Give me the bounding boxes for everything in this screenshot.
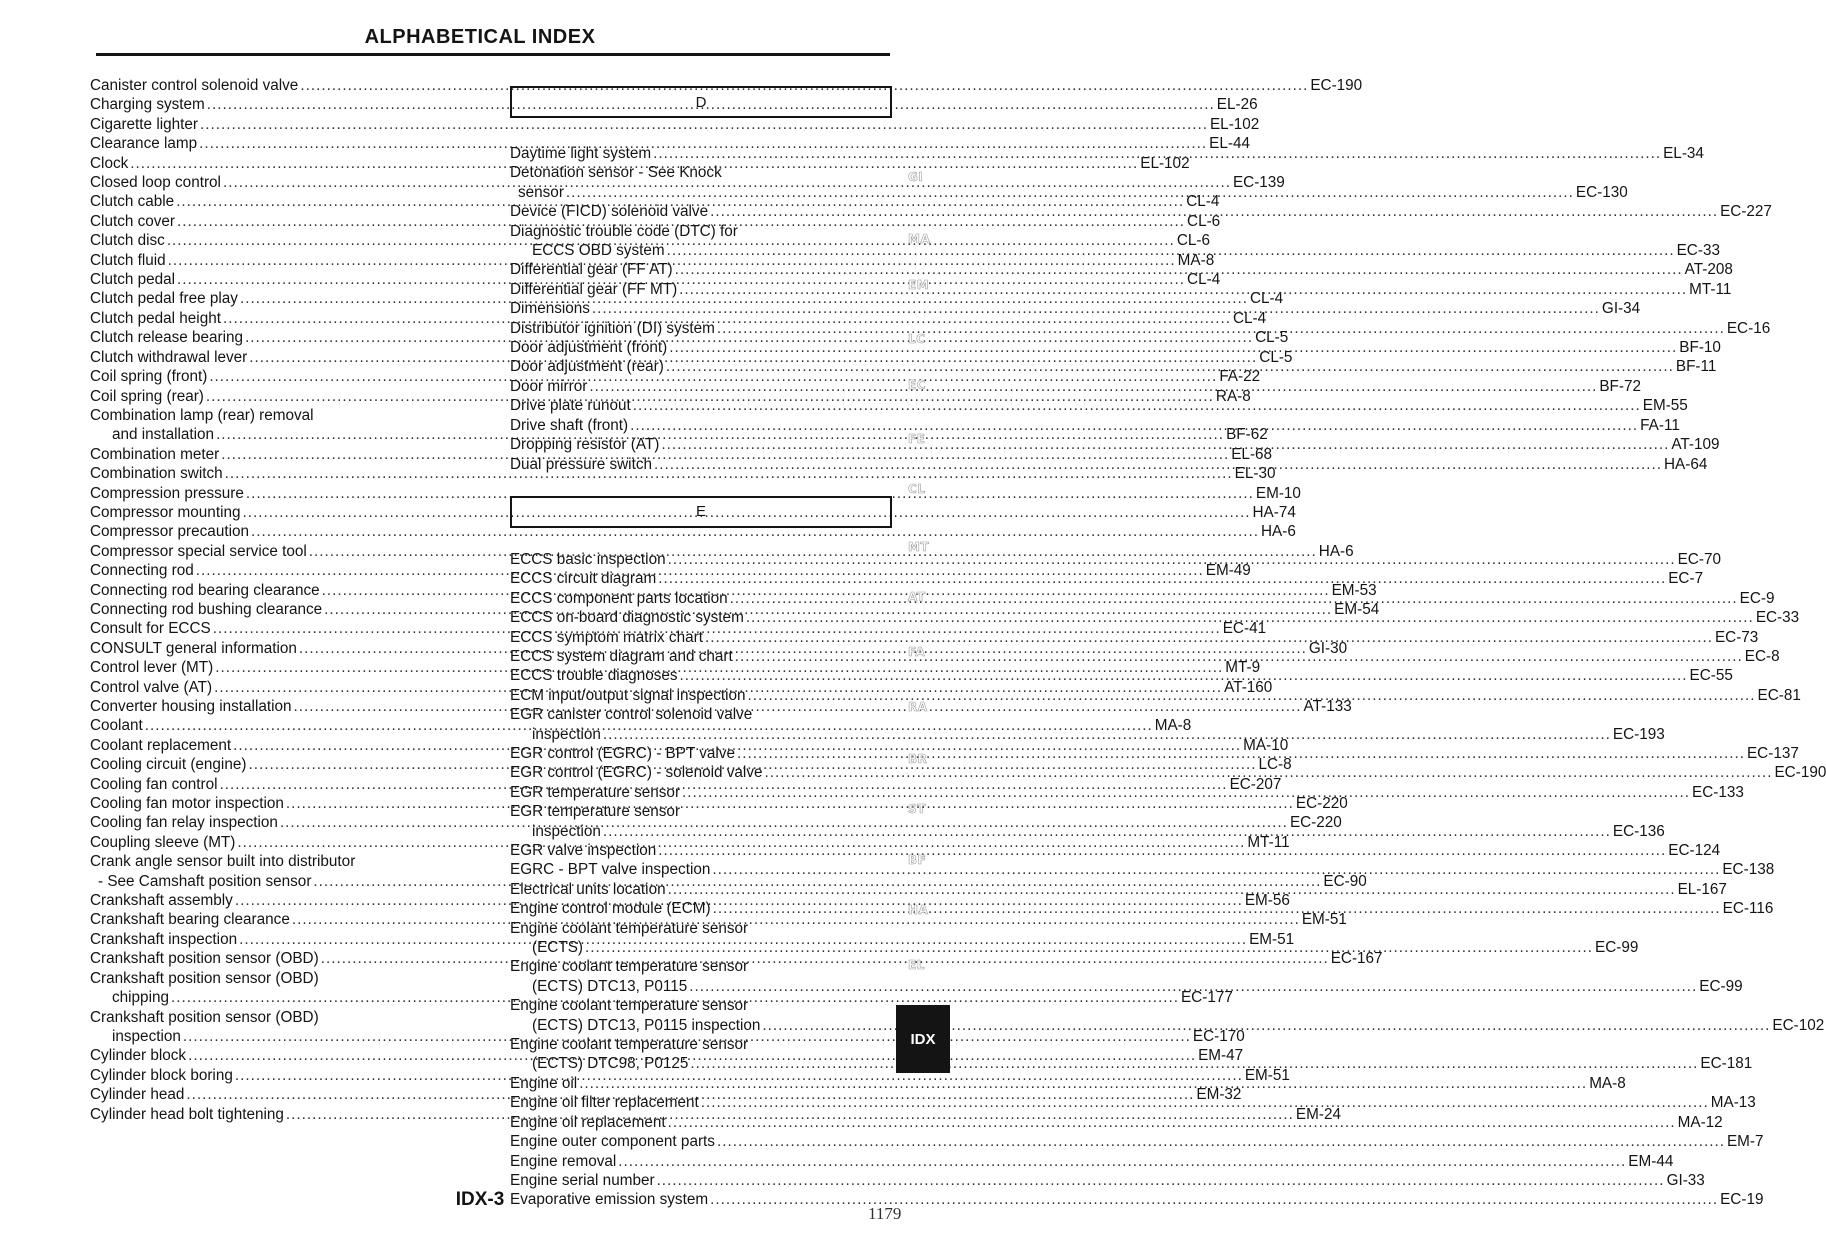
- tab-lc[interactable]: LC: [908, 332, 926, 346]
- entry-term: ECCS symptom matrix chart: [510, 628, 703, 646]
- page-reference: RA-8: [1215, 387, 1251, 405]
- leader-dots: [717, 319, 1725, 338]
- entry-term: Differential gear (FF MT): [510, 280, 678, 298]
- tab-gi[interactable]: GI: [908, 170, 924, 184]
- entry-term: Clutch pedal: [90, 271, 176, 289]
- entry-term: Crankshaft assembly: [90, 892, 233, 910]
- entry-term: ECCS basic inspection: [510, 550, 666, 568]
- page-reference: EM-24: [1295, 1105, 1341, 1123]
- index-entry: [90, 76, 1363, 95]
- leader-dots: [585, 938, 1593, 957]
- page-reference: EC-181: [1700, 1055, 1753, 1073]
- entry-term: Cylinder block boring: [90, 1066, 233, 1084]
- tab-cl[interactable]: CL: [908, 482, 926, 496]
- entry-term: inspection: [112, 1027, 181, 1045]
- section-letter: E: [695, 503, 706, 521]
- page-reference: MA-12: [1677, 1113, 1723, 1131]
- page-reference: EC-33: [1755, 609, 1800, 627]
- page-reference: EC-7: [1668, 570, 1704, 588]
- section-letter: D: [695, 93, 707, 111]
- tab-mt[interactable]: MT: [908, 540, 930, 554]
- entry-term: EGR temperature sensor: [510, 783, 681, 801]
- page-reference: EC-41: [1222, 620, 1267, 638]
- page-reference: CL-4: [1186, 193, 1220, 211]
- entry-term: Crank angle sensor built into distributor: [90, 853, 356, 871]
- entry-term: Cylinder block: [90, 1047, 187, 1065]
- page-reference: BF-62: [1226, 426, 1268, 444]
- page-reference: GI-33: [1666, 1171, 1705, 1189]
- page-reference: EM-47: [1198, 1047, 1244, 1065]
- page-reference: CL-6: [1187, 212, 1221, 230]
- leader-dots: [710, 202, 1718, 221]
- entry-term: inspection: [532, 725, 601, 743]
- page-reference: MA-8: [1177, 251, 1215, 269]
- page-reference: EC-220: [1295, 795, 1348, 813]
- page-reference: EL-167: [1677, 880, 1727, 898]
- entry-term: (ECTS): [532, 939, 583, 957]
- entry-term: Engine coolant temperature sensor: [510, 919, 749, 937]
- entry-term: Drive plate runout: [510, 397, 631, 415]
- page-reference: HA-6: [1261, 523, 1296, 541]
- entry-term: Coil spring (front): [90, 368, 208, 386]
- page-reference: EM-53: [1331, 581, 1377, 599]
- entry-term: Door adjustment (rear): [510, 358, 664, 376]
- page-reference: EC-73: [1714, 628, 1759, 646]
- entry-term: EGR control (EGRC) - BPT valve: [510, 744, 735, 762]
- page-reference: EC-55: [1689, 667, 1733, 685]
- entry-term: EGR control (EGRC) - solenoid valve: [510, 764, 763, 782]
- leader-dots: [679, 280, 1687, 299]
- page-reference: EC-124: [1668, 842, 1721, 859]
- leader-dots: [690, 1054, 1698, 1073]
- entry-term: Canister control solenoid valve: [90, 77, 299, 94]
- page-reference: CL-4: [1249, 290, 1284, 308]
- entry-term: Crankshaft position sensor (OBD): [90, 969, 319, 987]
- page-reference: MT-9: [1225, 659, 1261, 677]
- page-reference: EC-16: [1726, 319, 1771, 337]
- entry-term: Drive shaft (front): [510, 416, 629, 434]
- leader-dots: [680, 666, 1688, 685]
- page-reference: EC-190: [1774, 764, 1826, 782]
- page-reference: EC-19: [1720, 1191, 1764, 1209]
- page-reference: BF-72: [1599, 377, 1641, 395]
- leader-dots: [668, 880, 1676, 899]
- tab-ma[interactable]: MA: [908, 232, 931, 246]
- entry-term: ECM input/output signal inspection: [510, 686, 746, 704]
- entry-term: EGR temperature sensor: [510, 803, 681, 821]
- entry-term: Control valve (AT): [90, 678, 213, 696]
- entry-term: Clutch withdrawal lever: [90, 348, 248, 366]
- entry-term: Clutch disc: [90, 232, 165, 250]
- entry-term: Combination meter: [90, 445, 220, 463]
- page-reference: EC-136: [1612, 822, 1665, 840]
- leader-dots: [667, 241, 1675, 260]
- entry-term: Cigarette lighter: [90, 115, 198, 133]
- tab-at[interactable]: AT: [908, 590, 926, 604]
- entry-term: Cylinder head bolt tightening: [90, 1105, 284, 1123]
- entry-term: EGR canister control solenoid valve: [510, 706, 753, 724]
- entry-term: Cooling fan motor inspection: [90, 795, 284, 813]
- page-title: ALPHABETICAL INDEX: [364, 26, 596, 48]
- entry-term: Engine coolant temperature sensor: [510, 997, 749, 1015]
- entry-term: Device (FICD) solenoid valve: [510, 203, 709, 221]
- page-reference: EC-116: [1722, 900, 1774, 918]
- entry-term: Dual pressure switch: [510, 455, 652, 473]
- entry-term: Clutch pedal free play: [90, 290, 238, 308]
- page-reference: EC-8: [1744, 647, 1780, 665]
- leader-dots: [675, 260, 1683, 279]
- entry-term: ECCS component parts location: [510, 589, 728, 607]
- leader-dots: [666, 357, 1674, 376]
- page-reference: EC-70: [1677, 550, 1721, 568]
- leader-dots: [669, 338, 1677, 357]
- entry-term: (ECTS) DTC13, P0115 inspection: [532, 1016, 761, 1034]
- entry-term: Crankshaft inspection: [90, 930, 238, 948]
- page-reference: HA-6: [1318, 542, 1354, 560]
- page-reference: EM-56: [1244, 892, 1290, 910]
- page-reference: EC-133: [1692, 783, 1744, 801]
- entry-term: ECCS on-board diagnostic system: [510, 609, 744, 627]
- entry-term: Cooling fan relay inspection: [90, 814, 278, 832]
- entry-term: Cooling circuit (engine): [90, 756, 247, 774]
- page-reference: EM-51: [1249, 930, 1295, 948]
- entry-term: Door mirror: [510, 377, 588, 395]
- page-reference: EC-177: [1180, 989, 1233, 1007]
- entry-term: - See Camshaft position sensor: [98, 872, 312, 890]
- leader-dots: [712, 860, 1720, 879]
- leader-dots: [589, 377, 1597, 396]
- page-reference: EC-227: [1720, 203, 1772, 221]
- entry-term: Engine control module (ECM): [510, 900, 711, 918]
- page-number: IDX-3: [455, 1189, 505, 1210]
- page-reference: EC-99: [1699, 977, 1743, 995]
- leader-dots: [668, 1113, 1676, 1132]
- page-reference: EC-190: [1310, 77, 1363, 94]
- tab-br[interactable]: BR: [908, 752, 928, 766]
- entry-term: Compression pressure: [90, 484, 244, 502]
- entry-term: Closed loop control: [90, 174, 221, 192]
- page-reference: EM-49: [1205, 562, 1251, 580]
- entry-term: Connecting rod: [90, 562, 194, 580]
- entry-term: (ECTS) DTC13, P0115: [532, 977, 688, 995]
- page-reference: MT-11: [1689, 280, 1732, 298]
- entry-term: Clutch fluid: [90, 251, 166, 269]
- page-reference: MA-8: [1154, 717, 1192, 735]
- title-rule: [96, 53, 890, 56]
- page-reference: EC-99: [1595, 939, 1639, 957]
- page-reference: EC-137: [1746, 744, 1799, 762]
- leader-dots: [661, 435, 1669, 454]
- index-entry: [90, 503, 1296, 522]
- entry-term: Differential gear (FF AT): [510, 261, 673, 279]
- entry-term: Coupling sleeve (MT): [90, 833, 236, 851]
- leader-dots: [748, 686, 1756, 705]
- page-reference: EC-167: [1330, 950, 1383, 968]
- entry-term: Diagnostic trouble code (DTC) for: [510, 222, 738, 240]
- page-reference: MA-10: [1243, 736, 1289, 754]
- index-entry: [510, 1171, 1705, 1190]
- entry-term: Engine serial number: [510, 1171, 655, 1189]
- page-reference: EC-102: [1772, 1016, 1825, 1034]
- leader-dots: [658, 841, 1666, 860]
- page-reference: AT-160: [1224, 678, 1273, 696]
- leader-dots: [633, 396, 1641, 415]
- entry-term: (ECTS) DTC98, P0125: [532, 1055, 689, 1073]
- entry-term: Door adjustment (front): [510, 339, 668, 357]
- tab-bf[interactable]: BF: [908, 853, 927, 867]
- tab-ec[interactable]: EC: [908, 378, 927, 392]
- entry-term: Connecting rod bushing clearance: [90, 600, 323, 618]
- entry-term: ECCS circuit diagram: [510, 570, 657, 588]
- entry-term: chipping: [112, 989, 169, 1007]
- page-reference: EM-55: [1642, 397, 1688, 415]
- entry-term: ECCS OBD system: [532, 242, 665, 260]
- section-header-e: [510, 496, 892, 528]
- entry-term: Combination switch: [90, 465, 223, 483]
- entry-term: EGR valve inspection: [510, 842, 657, 859]
- entry-term: EGRC - BPT valve inspection: [510, 861, 711, 879]
- page-reference: EM-44: [1628, 1152, 1674, 1170]
- page-reference: EC-220: [1289, 814, 1342, 832]
- entry-term: Clearance lamp: [90, 135, 198, 153]
- index-entry: [90, 115, 1260, 134]
- page-reference: CL-6: [1176, 232, 1210, 250]
- page-reference: EM-51: [1244, 1066, 1290, 1084]
- index-entry: [510, 1152, 1674, 1171]
- page-reference: GI-34: [1601, 300, 1641, 318]
- entry-term: ECCS system diagram and chart: [510, 647, 733, 665]
- leader-dots: [682, 783, 1690, 802]
- entry-term: Compressor mounting: [90, 503, 241, 521]
- leader-dots: [668, 550, 1676, 569]
- entry-term: Detonation sensor - See Knock: [510, 164, 722, 182]
- page-reference: EL-102: [1209, 115, 1260, 133]
- page-reference: EL-44: [1209, 135, 1250, 153]
- leader-dots: [713, 899, 1721, 918]
- leader-dots: [737, 744, 1745, 763]
- tab-ra[interactable]: RA: [908, 700, 928, 714]
- entry-term: Clutch cover: [90, 212, 176, 230]
- entry-term: Consult for ECCS: [90, 620, 211, 638]
- page-reference: EL-102: [1140, 154, 1190, 172]
- leader-dots: [603, 725, 1611, 744]
- entry-term: Compressor precaution: [90, 523, 249, 541]
- entry-term: Clock: [90, 154, 129, 172]
- page-reference: EC-90: [1323, 872, 1367, 890]
- entry-term: Dropping resistor (AT): [510, 436, 660, 454]
- entry-term: Engine outer component parts: [510, 1133, 715, 1151]
- page-reference: CL-4: [1187, 271, 1221, 289]
- entry-term: Electrical units location: [510, 880, 666, 898]
- page-reference: EL-68: [1231, 445, 1273, 463]
- index-entry: [510, 1132, 1764, 1151]
- page-reference: FA-22: [1219, 368, 1261, 386]
- sheet-number: 1179: [868, 1204, 902, 1223]
- entry-term: CONSULT general information: [90, 639, 297, 657]
- page-reference: EL-34: [1663, 145, 1704, 162]
- leader-dots: [689, 977, 1697, 996]
- entry-term: Crankshaft position sensor (OBD): [90, 1008, 319, 1026]
- tab-fa[interactable]: FA: [908, 645, 926, 659]
- entry-term: Converter housing installation: [90, 698, 292, 715]
- leader-dots: [653, 144, 1661, 163]
- page-reference: EC-138: [1722, 861, 1775, 879]
- entry-term: and installation: [112, 426, 215, 444]
- entry-term: Engine oil filter replacement: [510, 1094, 699, 1112]
- entry-term: Dimensions: [510, 300, 590, 318]
- leader-dots: [630, 416, 1638, 435]
- page-reference: EC-9: [1739, 589, 1775, 607]
- page-reference: EC-170: [1192, 1027, 1245, 1045]
- page-reference: HA-74: [1252, 503, 1296, 521]
- page-reference: AT-109: [1671, 436, 1720, 454]
- entry-term: Compressor special service tool: [90, 542, 307, 560]
- entry-term: Coil spring (rear): [90, 387, 204, 405]
- page-reference: EL-26: [1216, 96, 1258, 114]
- page-reference: GI-30: [1308, 639, 1348, 657]
- entry-term: Clutch cable: [90, 193, 175, 211]
- entry-term: Coolant replacement: [90, 736, 232, 754]
- leader-dots: [654, 455, 1662, 474]
- leader-dots: [618, 1152, 1626, 1171]
- entry-term: Engine coolant temperature sensor: [510, 958, 749, 976]
- entry-term: Charging system: [90, 96, 205, 114]
- page-reference: MA-8: [1589, 1074, 1626, 1092]
- page-reference: MA-13: [1710, 1094, 1756, 1112]
- page-reference: EM-51: [1301, 911, 1347, 929]
- page-reference: MT-11: [1247, 833, 1290, 851]
- entry-term: Cooling fan control: [90, 775, 218, 793]
- entry-term: Engine oil replacement: [510, 1113, 666, 1131]
- page-reference: EC-139: [1232, 174, 1285, 192]
- page-reference: EC-193: [1612, 725, 1665, 743]
- entry-term: Clutch pedal height: [90, 309, 221, 327]
- page-reference: LC-8: [1258, 756, 1292, 774]
- page-reference: EM-10: [1255, 484, 1301, 502]
- entry-term: Combination lamp (rear) removal: [90, 406, 314, 424]
- entry-term: Clutch release bearing: [90, 329, 244, 347]
- page-reference: BF-10: [1679, 339, 1721, 357]
- index-entry: [90, 134, 1250, 153]
- page-reference: EC-33: [1676, 242, 1720, 260]
- page-reference: HA-64: [1663, 455, 1708, 473]
- entry-term: Connecting rod bearing clearance: [90, 581, 320, 599]
- leader-dots: [701, 1093, 1709, 1112]
- tab-em[interactable]: EM: [908, 278, 930, 292]
- page-reference: EC-207: [1229, 775, 1282, 793]
- entry-term: Cylinder head: [90, 1086, 185, 1104]
- entry-term: Engine oil: [510, 1074, 578, 1092]
- leader-dots: [579, 1074, 1587, 1093]
- entry-term: Engine coolant temperature sensor: [510, 1036, 749, 1054]
- page-reference: BF-11: [1675, 358, 1717, 376]
- entry-term: inspection: [532, 822, 601, 840]
- entry-term: ECCS trouble diagnoses: [510, 667, 678, 685]
- leader-dots: [566, 183, 1574, 202]
- entry-term: sensor: [518, 183, 564, 201]
- leader-dots: [746, 608, 1754, 627]
- entry-term: Distributor ignition (DI) system: [510, 319, 715, 337]
- page-reference: FA-11: [1640, 416, 1680, 434]
- index-entry: [90, 95, 1258, 114]
- tab-ha[interactable]: HA: [908, 903, 929, 917]
- leader-dots: [592, 299, 1600, 318]
- page-reference: EM-54: [1334, 600, 1380, 618]
- tab-st[interactable]: ST: [908, 802, 926, 816]
- page-reference: EC-130: [1575, 183, 1628, 201]
- leader-dots: [730, 589, 1738, 608]
- page-reference: EM-7: [1726, 1133, 1764, 1151]
- entry-term: Crankshaft bearing clearance: [90, 911, 290, 929]
- page-reference: AT-133: [1303, 698, 1352, 715]
- page-reference: CL-4: [1232, 309, 1267, 327]
- tab-label: IDX: [910, 1030, 936, 1048]
- page-reference: AT-208: [1684, 261, 1733, 279]
- leader-dots: [658, 569, 1666, 588]
- leader-dots: [603, 822, 1611, 841]
- tab-fe[interactable]: FE: [908, 432, 926, 446]
- leader-dots: [717, 1132, 1725, 1151]
- entry-term: Engine removal: [510, 1152, 617, 1170]
- page-reference: CL-5: [1255, 329, 1289, 347]
- entry-term: Coolant: [90, 717, 143, 735]
- index-entry: [90, 522, 1296, 541]
- page-reference: EM-32: [1196, 1086, 1242, 1104]
- page-reference: EC-81: [1757, 686, 1801, 704]
- tab-el[interactable]: EL: [908, 958, 925, 972]
- entry-term: Control lever (MT): [90, 659, 214, 677]
- index-entry: [90, 813, 1342, 832]
- leader-dots: [657, 1171, 1665, 1190]
- entry-term: Daytime light system: [510, 145, 652, 162]
- entry-term: Crankshaft position sensor (OBD): [90, 950, 319, 968]
- leader-dots: [705, 628, 1713, 647]
- page-reference: CL-5: [1259, 348, 1293, 366]
- leader-dots: [735, 647, 1743, 666]
- entry-term: Evaporative emission system: [510, 1191, 709, 1209]
- tab-idx-active[interactable]: [896, 1005, 950, 1073]
- page-reference: EL-30: [1234, 465, 1276, 483]
- leader-dots: [764, 763, 1772, 782]
- section-header-d: [510, 86, 892, 118]
